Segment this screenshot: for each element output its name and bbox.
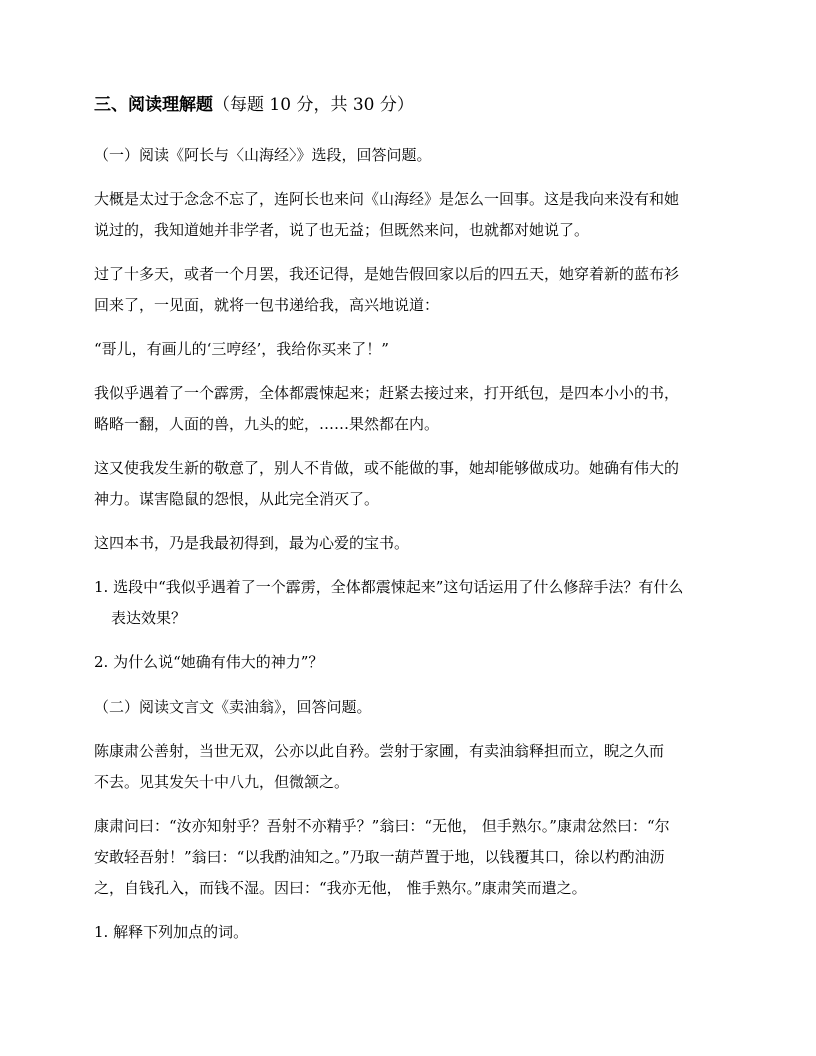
section-heading bbox=[94, 95, 414, 115]
part1-paragraph-5-line-1: 这又使我发生新的敬意了，别人不肯做，或不能做的事，她却能够做成功。她确有伟大的 bbox=[94, 459, 680, 477]
part1-paragraph-6: 这四本书，乃是我最初得到，最为心爱的宝书。 bbox=[94, 534, 410, 552]
part1-paragraph-4-line-2: 略略一翻，人面的兽，九头的蛇，……果然都在内。 bbox=[94, 415, 440, 433]
part1-paragraph-2-line-1: 过了十多天，或者一个月罢，我还记得，是她告假回家以后的四五天，她穿着新的蓝布衫 bbox=[94, 265, 680, 283]
part2-question-1: 1. 解释下列加点的词。 bbox=[94, 923, 249, 941]
part2-paragraph-2-line-3: 之，自钱孔入，而钱不湿。因曰：“我亦无他， 惟手熟尔。”康肃笑而遣之。 bbox=[94, 879, 587, 897]
part1-paragraph-5-line-2: 神力。谋害隐鼠的怨恨，从此完全消灭了。 bbox=[94, 490, 380, 508]
part2-paragraph-1-line-2: 不去。见其发矢十中八九，但微颔之。 bbox=[94, 773, 350, 791]
section-score-note: （每题 10 分，共 30 分） bbox=[213, 95, 414, 115]
section-title: 三、阅读理解题 bbox=[94, 95, 213, 115]
part2-paragraph-1-line-1: 陈康肃公善射，当世无双，公亦以此自矜。尝射于家圃，有卖油翁释担而立，睨之久而 bbox=[94, 742, 665, 760]
part2-paragraph-2-line-2: 安敢轻吾射！”翁曰：“以我酌油知之。”乃取一葫芦置于地，以钱覆其口，徐以杓酌油沥 bbox=[94, 848, 665, 866]
part1-paragraph-4-line-1: 我似乎遇着了一个霹雳，全体都震悚起来；赶紧去接过来，打开纸包，是四本小小的书， bbox=[94, 384, 680, 402]
part2-intro: （二）阅读文言文《卖油翁》，回答问题。 bbox=[94, 698, 372, 716]
part1-question-1-line-1: 1. 选段中“我似乎遇着了一个霹雳，全体都震悚起来”这句话运用了什么修辞手法？有什么 bbox=[94, 578, 684, 596]
part1-paragraph-3: “哥儿，有画儿的‘三哼经’，我给你买来了！” bbox=[94, 340, 389, 358]
part1-intro: （一）阅读《阿长与〈山海经〉》选段，回答问题。 bbox=[94, 146, 432, 164]
part1-paragraph-1-line-1: 大概是太过于念念不忘了，连阿长也来问《山海经》是怎么一回事。这是我向来没有和她 bbox=[94, 190, 680, 208]
part1-paragraph-1-line-2: 说过的，我知道她并非学者，说了也无益；但既然来问，也就都对她说了。 bbox=[94, 221, 590, 239]
part1-question-1-line-2: 表达效果？ bbox=[111, 609, 187, 627]
part2-paragraph-2-line-1: 康肃问曰：“汝亦知射乎？吾射不亦精乎？”翁曰：“无他， 但手熟尔。”康肃忿然曰：“尔 bbox=[94, 817, 670, 835]
part1-question-2: 2. 为什么说“她确有伟大的神力”？ bbox=[94, 653, 324, 671]
part1-paragraph-2-line-2: 回来了，一见面，就将一包书递给我，高兴地说道： bbox=[94, 296, 440, 314]
